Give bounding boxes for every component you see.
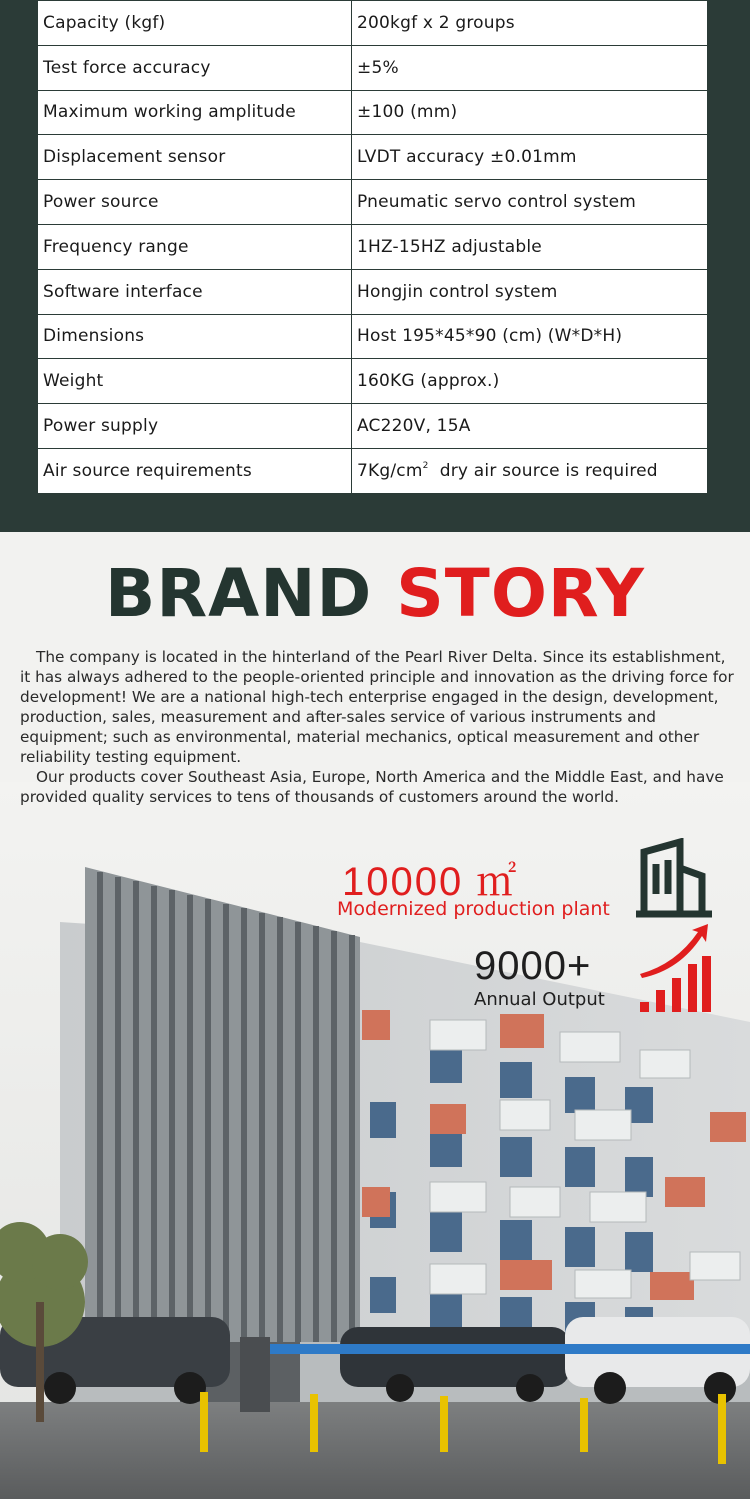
spec-value: Pneumatic servo control system [352,180,708,225]
table-row [38,359,708,404]
story-text [20,647,735,807]
spec-value: 160KG (approx.) [352,359,708,404]
table-row [38,45,708,90]
spec-key: Power supply [38,404,352,449]
table-row [38,1,708,46]
spec-key: Weight [38,359,352,404]
table-row [38,90,708,135]
spec-value-rest: dry air source is required [428,460,658,481]
title-word-brand: BRAND [105,555,373,632]
spec-key: Software interface [38,269,352,314]
story-paragraph-2: Our products cover Southeast Asia, Europe, North America and the Middle East, and have provided quality services to tens of thousands of customers around the world. [20,768,724,806]
story-paragraph-1: The company is located in the hinterland of the Pearl River Delta. Since its establishment, it has always adhered to the people-oriented principle and innovation as the driving force for development! We are a national high-tech enterprise engaged in the design, development, production, sales, measurement and after-sales service of various instruments and equipment; such as environmental, material mechanics, optical measurement and other reliability testing equipment. [20,648,734,766]
title-word-story: STORY [396,555,645,632]
annual-output-label: Annual Output [474,989,605,1010]
superscript: 2 [422,460,429,471]
spec-value: 200kgf x 2 groups [352,1,708,46]
table-row [38,180,708,225]
plant-area-label: Modernized production plant [337,898,610,920]
table-row [38,404,708,449]
spec-key: Power source [38,180,352,225]
spec-value: Hongjin control system [352,269,708,314]
spec-value: 1HZ-15HZ adjustable [352,224,708,269]
annual-output-value: 9000+ [474,944,592,988]
table-row [38,448,708,493]
brand-story-title [0,556,750,632]
spec-value: Host 195*45*90 (cm) (W*D*H) [352,314,708,359]
table-row [38,135,708,180]
spec-key: Dimensions [38,314,352,359]
spec-value: ±5% [352,45,708,90]
brand-story-section [0,532,750,1499]
building-icon [636,838,712,918]
spec-key: Maximum working amplitude [38,90,352,135]
spec-value: AC220V, 15A [352,404,708,449]
spec-value [352,448,708,493]
spec-section [0,0,750,532]
spec-value: LVDT accuracy ±0.01mm [352,135,708,180]
table-row [38,224,708,269]
spec-table [37,0,708,494]
spec-key: Air source requirements [38,448,352,493]
spec-value: ±100 (mm) [352,90,708,135]
spec-value-main: 7Kg/cm [357,460,423,481]
spec-key: Frequency range [38,224,352,269]
growth-chart-icon [636,924,712,1014]
table-row [38,269,708,314]
plant-area-value: 10000 ㎡ [342,860,519,904]
table-row [38,314,708,359]
spec-key: Displacement sensor [38,135,352,180]
spec-key: Test force accuracy [38,45,352,90]
spec-key: Capacity (kgf) [38,1,352,46]
